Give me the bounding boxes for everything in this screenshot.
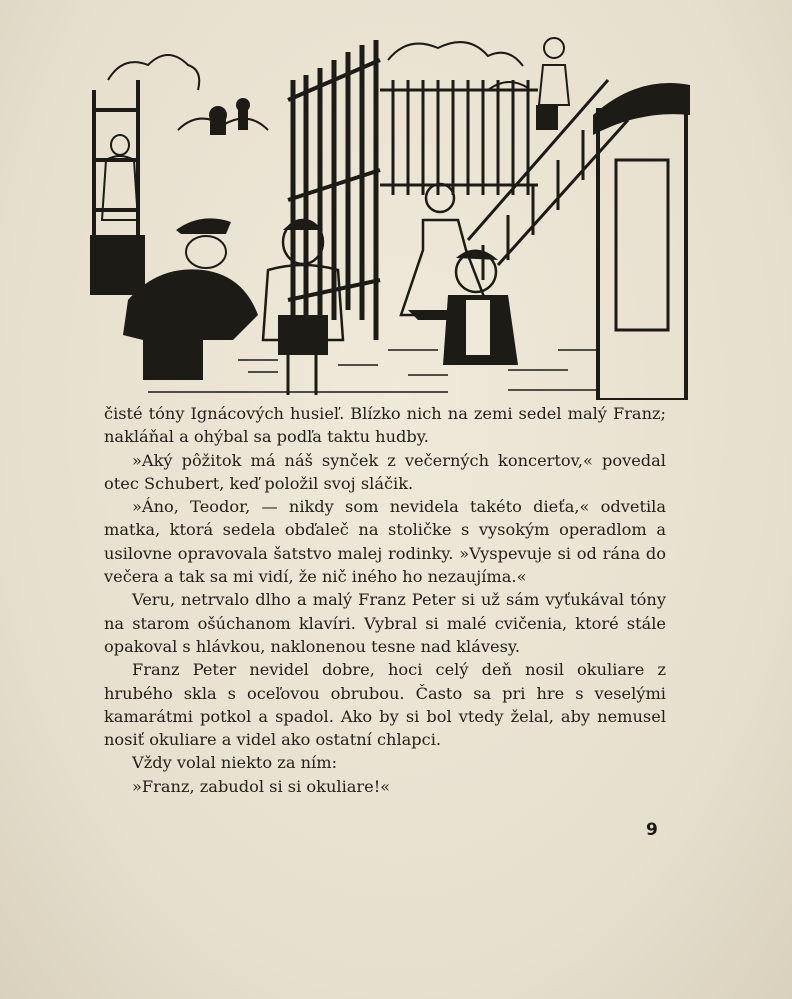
paragraph: »Franz, zabudol si si okuliare!« [132,776,391,796]
paragraph: čisté tóny Ignácových husieľ. Blízko nich na zemi sedel malý Franz; nakláňal a ohýbal sa podľa taktu hudby. [104,404,666,447]
paragraph: Franz Peter nevidel dobre, hoci celý deň nosil okuliare z hrubého skla s oceľovou obrubou. Často sa pri hre s veselými kamarátmi potkol a spadol. Ako by si bol vtedy želal, aby nemusel nosiť okuliare a videl ako ostatní chlapci. [104,660,666,750]
paragraph: Veru, netrvalo dlho a malý Franz Peter si už sám vyťukával tóny na starom ošúchanom klavíri. Vybral si malé cvičenia, ktoré stále opakoval s hlávkou, naklonenou tesne nad klávesy. [104,590,666,656]
woodcut-illustration-children-at-gate [88,20,690,400]
page-number: 9 [646,820,658,840]
body-text [104,402,666,798]
paragraph: »Áno, Teodor, — nikdy som nevidela takéto dieťa,« odvetila matka, ktorá sedela obďaleč na stoličke s vysokým operadlom a usilovne opravovala šatstvo malej rodinky. »Vyspevuje si od rána do večera a tak sa mi vidí, že nič iného ho nezaujíma.« [104,497,666,587]
paragraph: »Aký pôžitok má náš synček z večerných koncertov,« povedal otec Schubert, keď položil svoj sláčik. [104,450,666,493]
paragraph: Vždy volal niekto za ním: [132,753,338,773]
